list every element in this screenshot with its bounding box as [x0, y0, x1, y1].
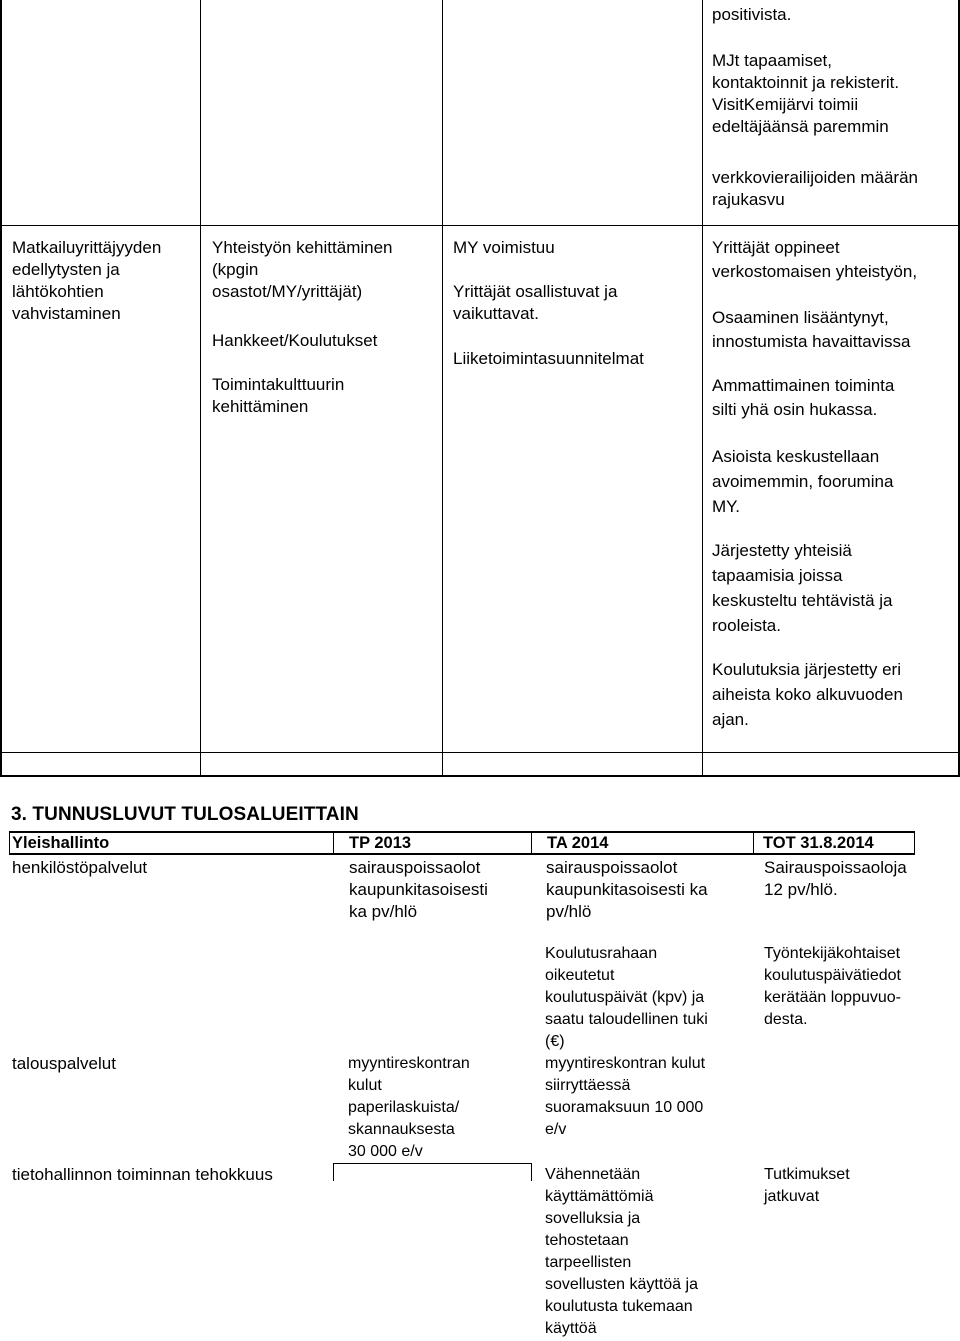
upper-table-line: [442, 0, 443, 776]
lower-table-line: [531, 831, 532, 855]
header-tot2014: TOT 31.8.2014: [763, 834, 874, 852]
row-tot2014: Työntekijäkohtaiset koulutuspäivätiedot kerätään loppuvuo- desta.: [764, 945, 901, 1028]
upper-table-line: [200, 0, 201, 776]
upper-main-col3-text: Yrittäjät osallistuvat ja vaikuttavat.: [453, 282, 618, 323]
lower-table-line: [9, 831, 915, 833]
row-name: tietohallinnon toiminnan tehokkuus: [12, 1165, 273, 1184]
upper-main-col4-text: Ammattimainen toiminta silti yhä osin hukassa.: [712, 376, 895, 419]
row-ta2014: myyntireskontran kulut siirryttäessä suoramaksuun 10 000 e/v: [545, 1055, 706, 1138]
upper-main-col4-text: Koulutuksia järjestetty eri aiheista koko alkuvuoden ajan.: [712, 660, 903, 729]
upper-table-line: [702, 0, 703, 776]
row-name: talouspalvelut: [12, 1054, 116, 1073]
upper-main-col2-text: Toimintakulttuurin kehittäminen: [212, 375, 345, 416]
header-ta2014: TA 2014: [547, 834, 609, 852]
upper-main-col2-text: Yhteistyön kehittäminen (kpgin osastot/MY/yrittäjät): [212, 238, 393, 301]
upper-main-col1-text: Matkailuyrittäjyyden edellytysten ja lähtökohtien vahvistaminen: [12, 238, 162, 323]
row-tot2014: Tutkimukset jatkuvat: [764, 1166, 850, 1205]
lower-table-line: [9, 831, 10, 855]
upper-main-col3-text: MY voimistuu: [453, 238, 555, 257]
lower-table-line: [9, 853, 915, 855]
row-name: henkilöstöpalvelut: [12, 858, 148, 877]
upper-main-col2-text: Hankkeet/Koulutukset: [212, 331, 378, 350]
header-yleishallinto: Yleishallinto: [12, 834, 110, 852]
lower-table-line: [333, 831, 334, 855]
row-ta2014: Koulutusrahaan oikeutetut koulutuspäivät (kpv) ja saatu taloudellinen tuki (€): [545, 945, 708, 1050]
upper-main-col4-text: Järjestetty yhteisiä tapaamisia joissa keskusteltu tehtävistä ja rooleista.: [712, 541, 893, 635]
upper-table-line: [0, 0, 2, 776]
header-tp2013: TP 2013: [349, 834, 412, 852]
upper-main-col3-text: Liiketoimintasuunnitelmat: [453, 349, 644, 368]
upper-top-col4-text: MJt tapaamiset, kontaktoinnit ja rekisterit. VisitKemijärvi toimii edeltäjäänsä paremmin: [712, 51, 900, 136]
lower-table-line: [333, 1163, 334, 1181]
upper-main-col4-text: Asioista keskustellaan avoimemmin, foorumina MY.: [712, 447, 894, 516]
upper-table-line: [0, 225, 960, 226]
row-ta2014: sairauspoissaolot kaupunkitasoisesti ka pv/hlö: [546, 858, 708, 921]
lower-table-line: [531, 1163, 532, 1181]
upper-table-line: [0, 752, 960, 753]
lower-table-line: [333, 1163, 531, 1164]
row-tp2013: myyntireskontran kulut paperilaskuista/ skannauksesta 30 000 e/v: [348, 1055, 470, 1160]
upper-top-col4-text: positivista.: [712, 5, 792, 24]
lower-table-line: [914, 831, 915, 855]
upper-top-col4-text: verkkovierailijoiden määrän rajukasvu: [712, 168, 918, 209]
upper-main-col4-text: Osaaminen lisääntynyt, innostumista havaittavissa: [712, 308, 911, 351]
row-tp2013: sairauspoissaolot kaupunkitasoisesti ka pv/hlö: [349, 858, 488, 921]
lower-table-line: [753, 831, 754, 855]
row-tot2014: Sairauspoissaoloja 12 pv/hlö.: [764, 858, 907, 899]
section-heading: 3. TUNNUSLUVUT TULOSALUEITTAIN: [11, 804, 359, 825]
row-ta2014: Vähennetään käyttämättömiä sovelluksia ja tehostetaan tarpeellisten sovellusten käyttöä ja koulutusta tukemaan käyttöä: [545, 1166, 698, 1337]
upper-table-line: [0, 775, 960, 777]
upper-main-col4-text: Yrittäjät oppineet verkostomaisen yhteistyön,: [712, 238, 918, 281]
